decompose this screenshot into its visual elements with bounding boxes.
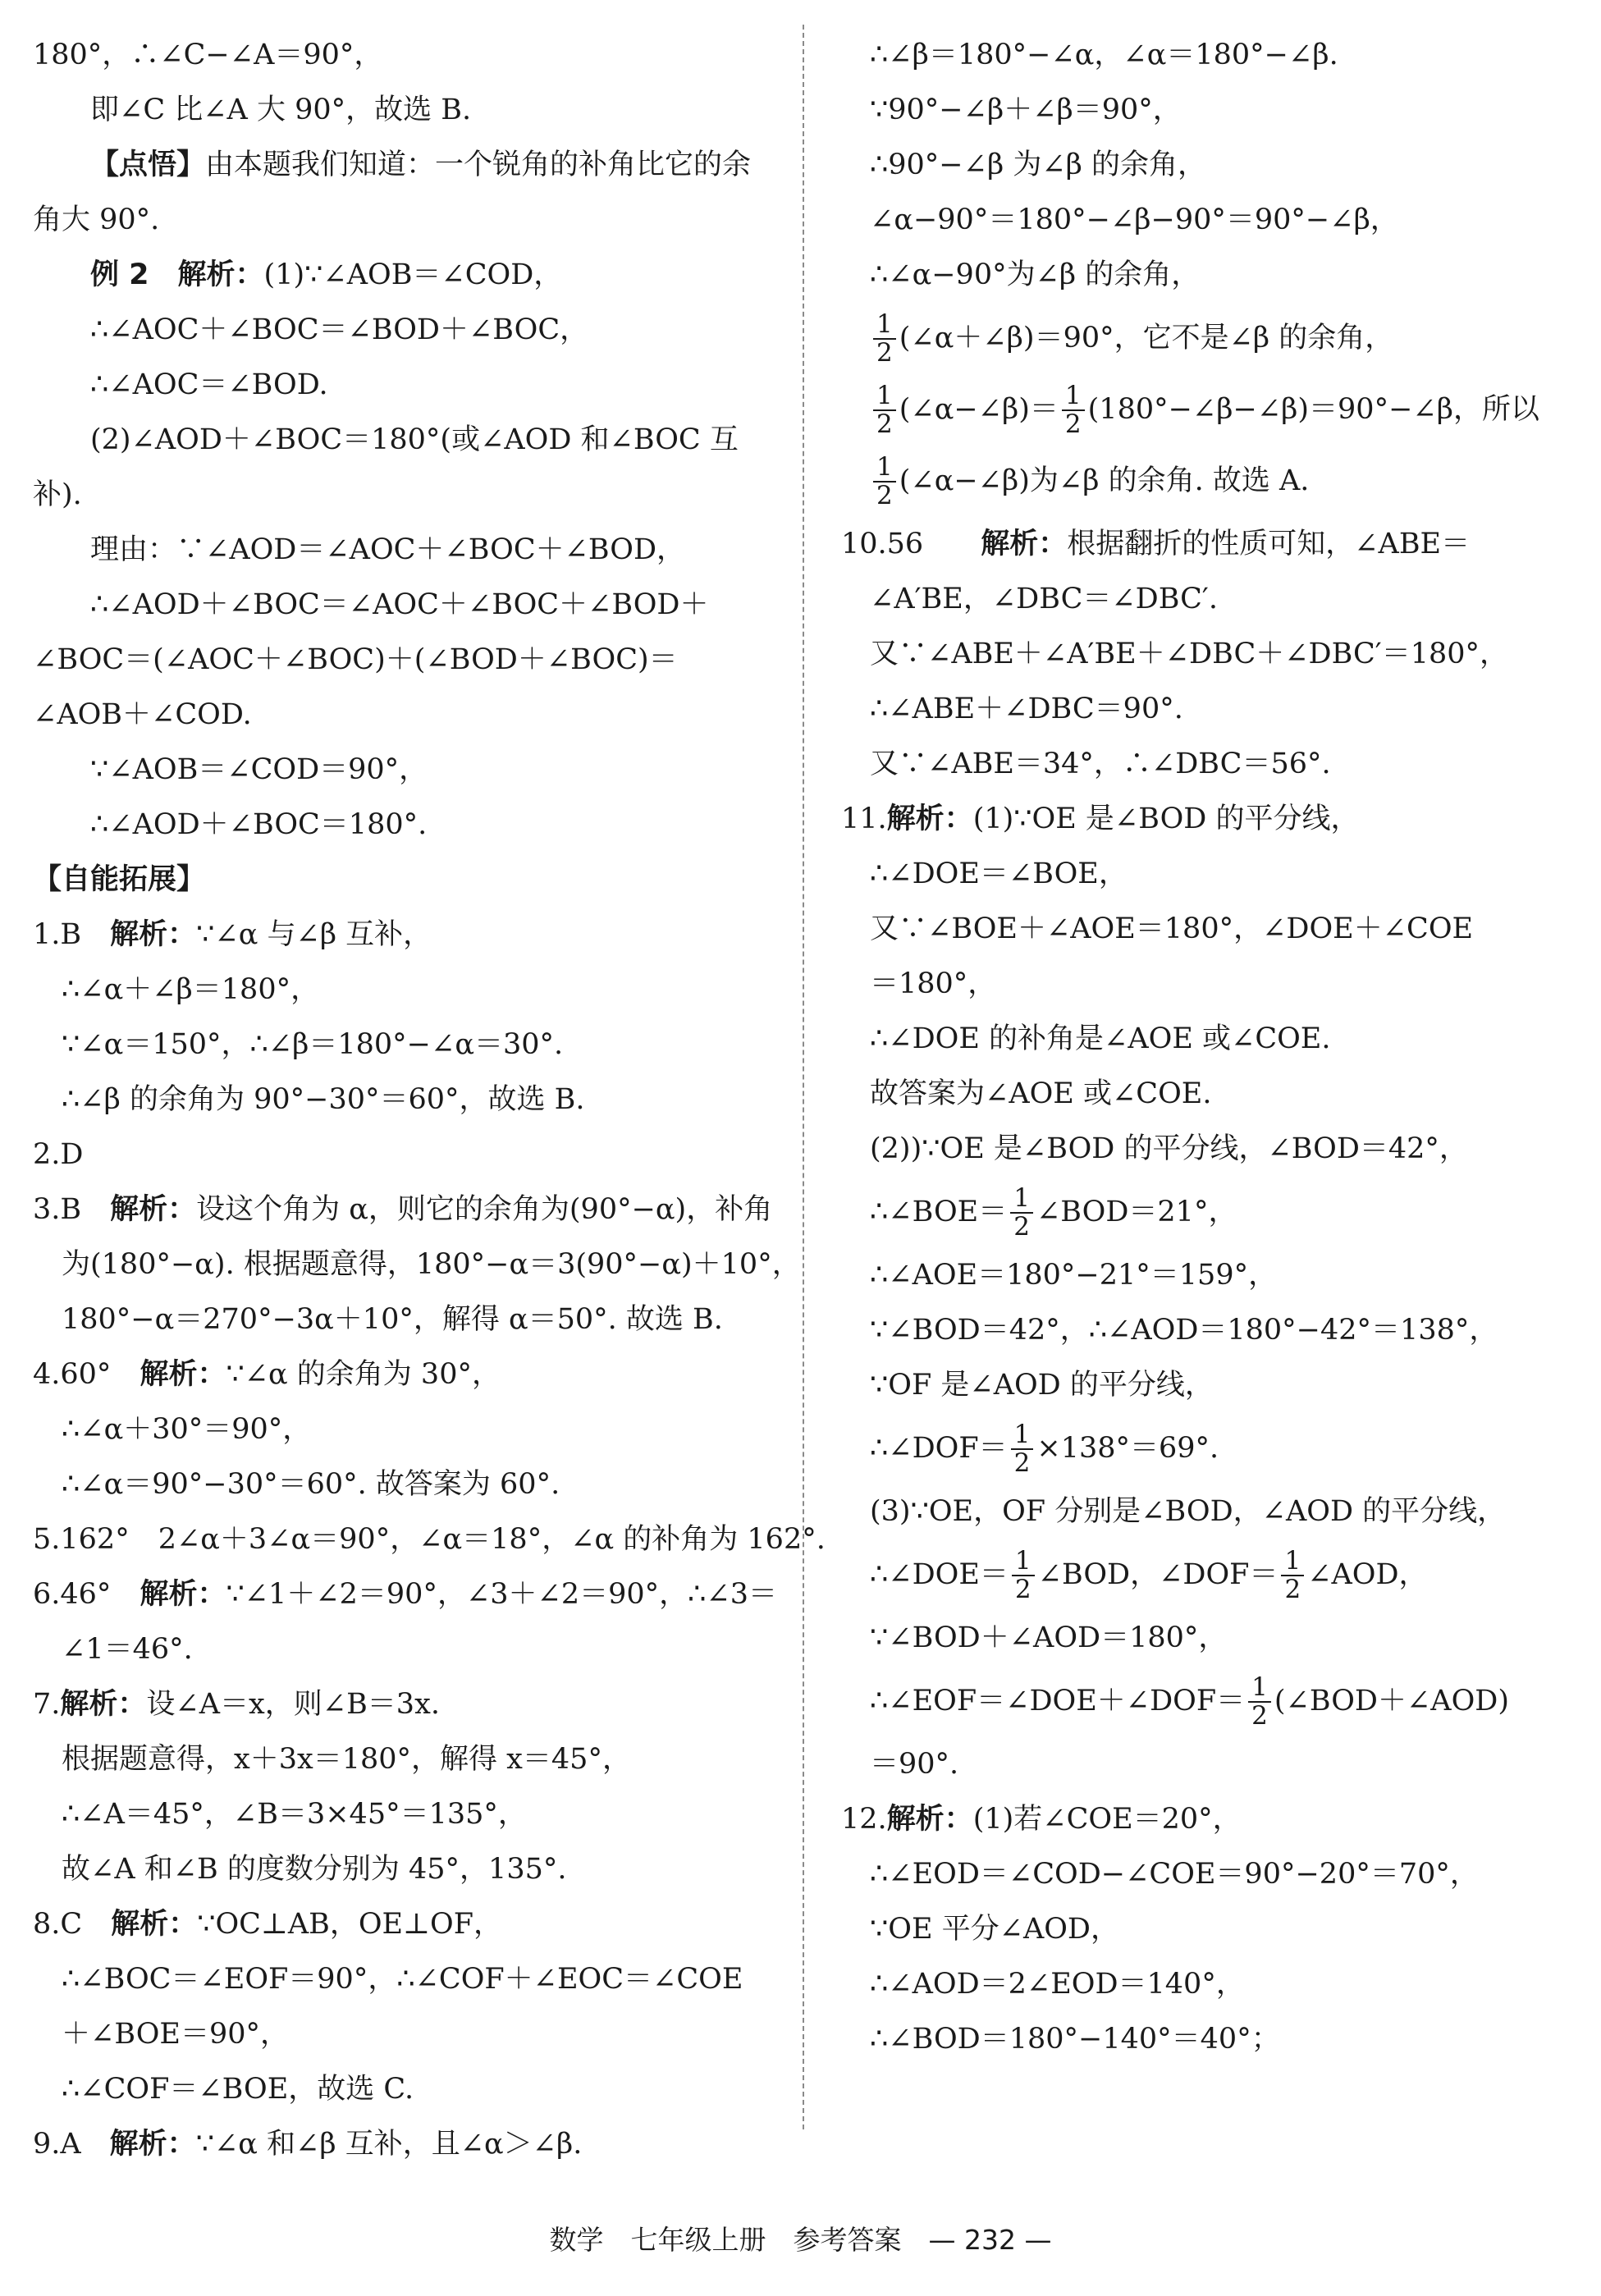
line-text: ＝90°. [870, 1748, 959, 1781]
analysis-label: 解析： [109, 2128, 196, 2161]
line-text: (3)∵OE，OF 分别是∠BOD，∠AOD 的平分线， [870, 1495, 1507, 1528]
fraction-denominator: 2 [1284, 1574, 1301, 1604]
line-text: ∴∠ABE＋∠DBC＝90°. [870, 693, 1183, 725]
fraction-numerator: 1 [1011, 1421, 1034, 1450]
line-text: 又∵∠BOE＋∠AOE＝180°，∠DOE＋∠COE [870, 912, 1474, 945]
fraction-numerator: 1 [1062, 382, 1085, 411]
text-line [33, 1182, 792, 1237]
line-text: ∵∠α 与∠β 互补， [196, 918, 432, 951]
fraction [1012, 1545, 1035, 1604]
text-line [841, 138, 1571, 193]
text-line [33, 358, 792, 413]
analysis-label: 解析： [111, 1908, 198, 1941]
line-text: 故答案为∠AOE 或∠COE. [870, 1077, 1212, 1110]
text-line [841, 1012, 1571, 1067]
line-text: 12. [841, 1803, 887, 1836]
text-line [33, 743, 792, 798]
line-text: ∠BOD＝21°， [1036, 1196, 1237, 1228]
text-line [33, 1018, 792, 1073]
line-text: ∵∠AOB＝∠COD＝90°， [90, 753, 428, 786]
line-text: ∵∠α 的余角为 30°， [226, 1358, 501, 1391]
text-line [841, 957, 1571, 1012]
line-text: ∴∠DOE＝∠BOE， [870, 858, 1128, 890]
line-text: 角大 90°. [33, 204, 160, 236]
text-line [33, 1567, 792, 1622]
fraction [1281, 1545, 1304, 1604]
text-line [841, 1957, 1571, 2012]
analysis-label: 解析： [140, 1358, 226, 1391]
text-line [841, 1484, 1571, 1539]
text-line [841, 1303, 1571, 1358]
line-text: 11. [841, 803, 887, 835]
text-line [33, 523, 792, 578]
line-text: 由本题我们知道：一个锐角的补角比它的余 [205, 149, 752, 181]
line-text: 9.A [33, 2128, 110, 2161]
line-text: 根据翻折的性质可知，∠ABE＝ [1067, 528, 1471, 560]
line-text: ×138°＝69°. [1036, 1432, 1219, 1465]
line-text: ∴∠BOD＝180°−140°＝40°； [870, 2023, 1280, 2056]
text-line [33, 468, 792, 523]
line-text: 故∠A 和∠B 的度数分别为 45°，135°. [62, 1853, 567, 1886]
text-line [33, 578, 792, 633]
line-text: ∴∠α＋30°＝90°， [62, 1413, 312, 1446]
line-text: (∠α−∠β)＝ [899, 393, 1059, 426]
line-text: 4.60° [33, 1358, 140, 1391]
text-line [841, 2012, 1571, 2067]
text-line [33, 963, 792, 1018]
text-line [841, 248, 1571, 303]
line-text: ∴∠A＝45°，∠B＝3×45°＝135°， [62, 1798, 527, 1831]
line-text: 6.46° [33, 1578, 140, 1611]
line-text: (1)∵∠AOB＝∠COD， [263, 258, 563, 291]
line-text: ∴∠COF＝∠BOE，故选 C. [62, 2073, 414, 2106]
fraction-numerator: 1 [1281, 1548, 1304, 1576]
fraction [1010, 1182, 1033, 1242]
line-text: ＋∠BOE＝90°， [62, 2018, 289, 2051]
line-text: ∴∠EOD＝∠COD−∠COE＝90°−20°＝70°， [870, 1858, 1479, 1891]
line-text: ∠AOD， [1307, 1558, 1428, 1591]
line-text: ∴∠α−90°为∠β 的余角， [870, 258, 1201, 291]
line-text: (∠α−∠β)为∠β 的余角. 故选 A. [899, 464, 1310, 497]
line-text: ∵∠1＋∠2＝90°，∠3＋∠2＝90°，∴∠3＝ [226, 1578, 778, 1611]
text-line [33, 413, 792, 468]
text-line [33, 908, 792, 963]
text-line [841, 847, 1571, 902]
text-line [841, 28, 1571, 83]
text-line [841, 446, 1571, 517]
analysis-label: 解析： [140, 1578, 226, 1611]
right-column [841, 28, 1571, 2067]
text-line [841, 374, 1571, 446]
column-divider [803, 25, 804, 2129]
bold-label: 【点悟】 [90, 149, 206, 181]
line-text: ∠BOC＝(∠AOC＋∠BOC)＋(∠BOD＋∠BOC)＝ [33, 643, 678, 676]
line-text: ∴∠DOE 的补角是∠AOE 或∠COE. [870, 1022, 1331, 1055]
fraction-denominator: 2 [876, 480, 893, 510]
analysis-label: 解析： [110, 1193, 197, 1226]
line-text: ∵∠α＝150°，∴∠β＝180°−∠α＝30°. [62, 1028, 564, 1061]
analysis-label: 解析： [60, 1688, 147, 1721]
text-line [33, 28, 792, 83]
text-line [841, 737, 1571, 792]
text-line [33, 2007, 792, 2062]
text-line [841, 1666, 1571, 1737]
line-text: (∠α＋∠β)＝90°，它不是∠β 的余角， [899, 322, 1394, 354]
line-text: ∴∠α＋∠β＝180°， [62, 973, 320, 1006]
text-line [33, 1292, 792, 1347]
line-text: ∠AOB＋∠COD. [33, 698, 252, 731]
line-text: ∴∠AOD＋∠BOC＝∠AOC＋∠BOC＋∠BOD＋ [90, 588, 709, 621]
text-line [841, 1847, 1571, 1902]
text-line [841, 1067, 1571, 1122]
line-text: ∴∠BOC＝∠EOF＝90°，∴∠COF＋∠EOC＝∠COE [62, 1963, 743, 1996]
text-line [33, 1952, 792, 2007]
line-text: 又∵∠ABE＋∠A′BE＋∠DBC＋∠DBC′＝180°， [870, 638, 1509, 670]
line-text: ∴∠AOE＝180°−21°＝159°， [870, 1259, 1278, 1292]
text-line [33, 1127, 792, 1182]
line-text: ∴∠AOC＝∠BOD. [90, 368, 328, 401]
text-line [33, 1457, 792, 1512]
line-text: 补). [33, 478, 82, 511]
text-line [33, 633, 792, 688]
line-text: (2)∠AOD＋∠BOC＝180°(或∠AOD 和∠BOC 互 [90, 423, 739, 456]
line-text: 8.C [33, 1908, 112, 1941]
line-text: (1)∵OE 是∠BOD 的平分线， [972, 803, 1360, 835]
text-line [33, 798, 792, 853]
text-line [33, 248, 792, 303]
text-line [33, 853, 792, 908]
text-line [33, 193, 792, 248]
line-text: ∴∠α＝90°−30°＝60°. 故答案为 60°. [62, 1468, 560, 1501]
fraction-denominator: 2 [1014, 1574, 1032, 1604]
text-line [841, 1902, 1571, 1957]
fraction-denominator: 2 [1251, 1700, 1268, 1731]
text-line [33, 1237, 801, 1292]
line-text: ∴∠EOF＝∠DOE＋∠DOF＝ [870, 1685, 1246, 1717]
line-text: 即∠C 比∠A 大 90°，故选 B. [90, 94, 472, 126]
fraction [873, 311, 896, 367]
line-text: 10.56 [841, 528, 981, 560]
text-line [33, 1512, 826, 1567]
text-line [33, 1787, 792, 1842]
line-text: 5.162° 2∠α＋3∠α＝90°，∠α＝18°，∠α 的补角为 162°. [33, 1523, 826, 1556]
fraction-denominator: 2 [1013, 1448, 1031, 1478]
analysis-label: 解析： [886, 803, 973, 835]
line-text: ∴∠DOE＝ [870, 1558, 1009, 1591]
line-text: ∴90°−∠β 为∠β 的余角， [870, 149, 1207, 181]
text-line [33, 1073, 792, 1127]
left-column [33, 28, 826, 2172]
line-text: ∠1＝46°. [62, 1633, 193, 1666]
line-text: 7. [33, 1688, 61, 1721]
text-line [841, 1737, 1571, 1792]
line-text: ∴∠β＝180°−∠α，∠α＝180°−∠β. [870, 39, 1338, 71]
text-line [33, 688, 792, 743]
text-line [841, 572, 1571, 627]
line-text: 设∠A＝x，则∠B＝3x. [146, 1688, 440, 1721]
text-line [841, 83, 1571, 138]
text-line [841, 1177, 1571, 1248]
text-line [841, 1539, 1571, 1611]
text-line [33, 83, 792, 138]
text-line [841, 1413, 1571, 1484]
line-text: (∠BOD＋∠AOD) [1274, 1685, 1509, 1717]
text-line [33, 138, 792, 193]
line-text: 理由：∵∠AOD＝∠AOC＋∠BOC＋∠BOD， [90, 533, 686, 566]
line-text: ∵OF 是∠AOD 的平分线， [870, 1369, 1214, 1402]
line-text: ∠BOD，∠DOF＝ [1037, 1558, 1279, 1591]
line-text: ∵90°−∠β＋∠β＝90°， [870, 94, 1182, 126]
line-text: ∴∠AOD＝2∠EOD＝140°， [870, 1968, 1245, 2001]
line-text: ∴∠DOF＝ [870, 1432, 1008, 1465]
fraction [1248, 1674, 1271, 1730]
analysis-label: 解析： [110, 918, 197, 951]
fraction-denominator: 2 [1064, 409, 1082, 439]
fraction [1062, 382, 1085, 438]
text-line [841, 792, 1571, 847]
line-text: (180°−∠β−∠β)＝90°−∠β，所以 [1087, 393, 1539, 426]
text-line [841, 517, 1571, 572]
line-text: 180°−α＝270°−3α＋10°，解得 α＝50°. 故选 B. [62, 1303, 723, 1336]
fraction-numerator: 1 [1010, 1185, 1033, 1214]
text-line [33, 1732, 792, 1787]
page-footer: 数学 七年级上册 参考答案 — 232 — [549, 2224, 1052, 2256]
section-heading: 【自能拓展】 [33, 863, 206, 896]
line-text: ＝180°， [870, 967, 997, 1000]
text-line [841, 1611, 1571, 1666]
text-line [841, 1248, 1571, 1303]
text-line [841, 682, 1571, 737]
line-text: ∠A′BE，∠DBC＝∠DBC′. [870, 583, 1218, 615]
text-line [841, 1358, 1571, 1413]
line-text: ∴∠BOE＝ [870, 1196, 1008, 1228]
text-line [33, 1347, 792, 1402]
text-line [33, 1622, 792, 1677]
line-text: (2))∵OE 是∠BOD 的平分线，∠BOD＝42°， [870, 1132, 1468, 1165]
line-text: ∵∠BOD＋∠AOD＝180°， [870, 1621, 1228, 1654]
fraction-denominator: 2 [876, 337, 893, 368]
bold-label: 例 2 解析： [90, 258, 264, 291]
text-line [33, 1677, 792, 1732]
fraction [873, 451, 896, 510]
line-text: ∠α−90°＝180°−∠β−90°＝90°−∠β， [870, 204, 1399, 236]
text-line [841, 627, 1571, 682]
fraction-numerator: 1 [873, 311, 896, 340]
fraction-denominator: 2 [876, 409, 893, 439]
fraction [1011, 1421, 1034, 1477]
fraction [873, 382, 896, 438]
text-line [33, 2117, 792, 2172]
line-text: 设这个角为 α，则它的余角为(90°−α)，补角 [196, 1193, 773, 1226]
fraction-numerator: 1 [1248, 1674, 1271, 1703]
line-text: 180°，∴∠C−∠A＝90°， [33, 39, 383, 71]
line-text: ∴∠AOC＋∠BOC＝∠BOD＋∠BOC， [90, 313, 589, 346]
line-text: 3.B [33, 1193, 111, 1226]
text-line [841, 1122, 1571, 1177]
text-line [841, 193, 1571, 248]
line-text: ∵OE 平分∠AOD， [870, 1913, 1119, 1946]
line-text: ∵∠BOD＝42°，∴∠AOD＝180°−42°＝138°， [870, 1314, 1498, 1347]
fraction-denominator: 2 [1013, 1211, 1030, 1242]
analysis-label: 解析： [981, 528, 1068, 560]
analysis-label: 解析： [886, 1803, 973, 1836]
fraction-numerator: 1 [873, 454, 896, 483]
text-line [841, 303, 1571, 374]
line-text: 1.B [33, 918, 111, 951]
text-line [33, 1842, 792, 1897]
line-text: 又∵∠ABE＝34°，∴∠DBC＝56°. [870, 748, 1331, 780]
text-line [33, 2062, 792, 2117]
line-text: ∵∠α 和∠β 互补，且∠α＞∠β. [195, 2128, 583, 2161]
line-text: ∴∠AOD＋∠BOC＝180°. [90, 808, 428, 841]
line-text: 根据题意得，x＋3x＝180°，解得 x＝45°， [62, 1743, 631, 1776]
line-text: 2.D [33, 1138, 84, 1171]
text-line [33, 303, 792, 358]
line-text: (1)若∠COE＝20°， [972, 1803, 1242, 1836]
text-line [33, 1402, 792, 1457]
text-line [33, 1897, 792, 1952]
line-text: ∵OC⊥AB，OE⊥OF， [197, 1908, 502, 1941]
line-text: 为(180°−α). 根据题意得，180°−α＝3(90°−α)＋10°， [62, 1248, 801, 1281]
text-line [841, 902, 1571, 957]
fraction-numerator: 1 [873, 382, 896, 411]
fraction-numerator: 1 [1012, 1548, 1035, 1576]
line-text: ∴∠β 的余角为 90°−30°＝60°，故选 B. [62, 1083, 585, 1116]
text-line [841, 1792, 1571, 1847]
